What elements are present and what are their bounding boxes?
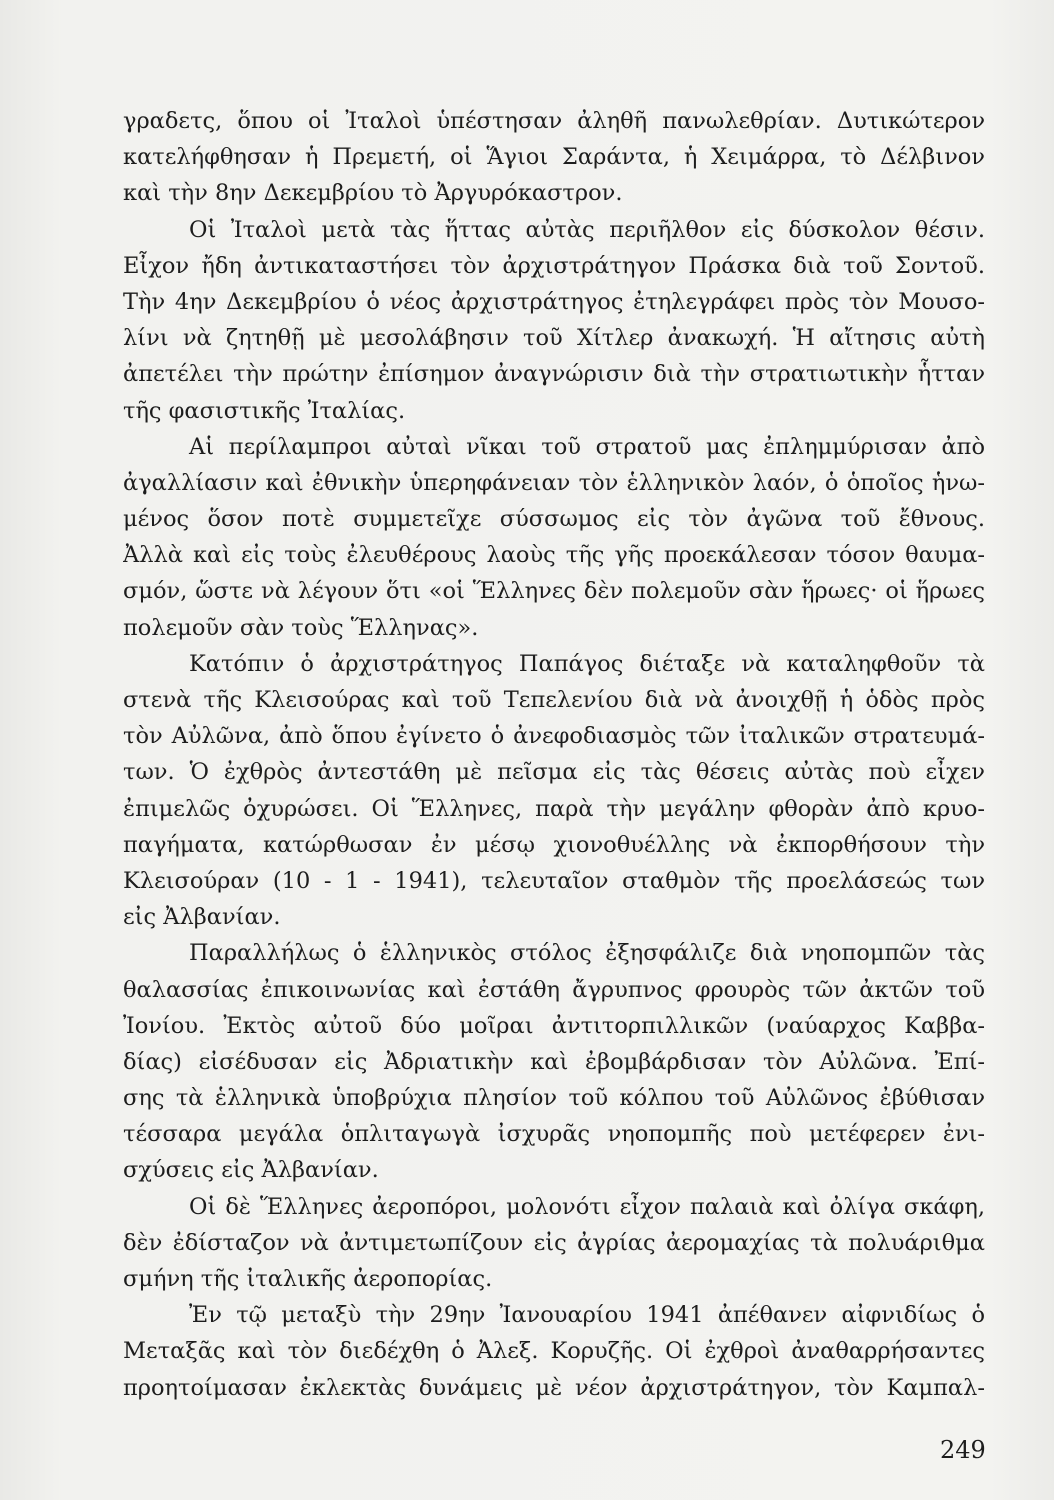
text-line: Μεταξᾶς καὶ τὸν διεδέχθη ὁ Ἀλεξ. Κορυζῆς. Οἱ ἐχθροὶ ἀναθαρρήσαντες [123,1338,985,1365]
text-line: θαλασσίας ἐπικοινωνίας καὶ ἐστάθη ἄγρυπνος φρουρὸς τῶν ἀκτῶν τοῦ [123,976,985,1003]
text-line: τὸν Αὐλῶνα, ἀπὸ ὅπου ἐγίνετο ὁ ἀνεφοδιασμὸς τῶν ἰταλικῶν στρατευμά- [123,723,985,750]
text-line: σμήνη τῆς ἰταλικῆς ἀεροπορίας. [123,1266,493,1292]
text-line: μένος ὅσον ποτὲ συμμετεῖχε σύσσωμος εἰς τὸν ἀγῶνα τοῦ ἔθνους. [123,506,985,533]
text-line: τῆς φασιστικῆς Ἰταλίας. [123,397,406,424]
text-line: στενὰ τῆς Κλεισούρας καὶ τοῦ Τεπελενίου διὰ νὰ ἀνοιχθῇ ἡ ὁδὸς πρὸς [123,687,985,713]
text-line: Ἀλλὰ καὶ εἰς τοὺς ἐλευθέρους λαοὺς τῆς γῆς προεκάλεσαν τόσον θαυμα- [123,542,985,569]
text-line: δὲν ἐδίσταζον νὰ ἀντιμετωπίζουν εἰς ἀγρίας ἀερομαχίας τὰ πολυάριθμα [123,1229,985,1256]
text-line: εἰς Ἀλβανίαν. [123,904,281,931]
text-line: Οἱ Ἰταλοὶ μετὰ τὰς ἥττας αὐτὰς περιῆλθον εἰς δύσκολον θέσιν. [189,216,985,243]
page-number: 249 [940,1436,986,1464]
text-line: σης τὰ ἑλληνικὰ ὑποβρύχια πλησίον τοῦ κόλπου τοῦ Αὐλῶνος ἐβύθισαν [123,1085,985,1112]
body-text [123,103,985,1406]
text-line: Τὴν 4ην Δεκεμβρίου ὁ νέος ἀρχιστράτηγος ἐτηλεγράφει πρὸς τὸν Μουσο- [123,288,985,315]
text-line: πολεμοῦν σὰν τοὺς Ἕλληνας». [123,614,479,641]
text-line: γραδετς, ὅπου οἱ Ἰταλοὶ ὑπέστησαν ἀληθῆ πανωλεθρίαν. Δυτικώτερον [123,108,985,134]
text-line: Κατόπιν ὁ ἀρχιστράτηγος Παπάγος διέταξε νὰ καταληφθοῦν τὰ [189,650,985,677]
text-line: σμόν, ὥστε νὰ λέγουν ὅτι «οἱ Ἕλληνες δὲν πολεμοῦν σὰν ἥρωες· οἱ ἥρωες [123,578,985,605]
text-line: ἀπετέλει τὴν πρώτην ἐπίσημον ἀναγνώρισιν διὰ τὴν στρατιωτικὴν ἧτταν [123,361,985,388]
text-line: Ἰονίου. Ἐκτὸς αὐτοῦ δύο μοῖραι ἀντιτορπιλλικῶν (ναύαρχος Καββα- [123,1012,985,1039]
text-line: προητοίμασαν ἐκλεκτὰς δυνάμεις μὲ νέον ἀρχιστράτηγον, τὸν Καμπαλ- [123,1374,985,1401]
text-line: ἐπιμελῶς ὀχυρώσει. Οἱ Ἕλληνες, παρὰ τὴν μεγάλην φθορὰν ἀπὸ κρυο- [123,795,985,822]
text-line: παγήματα, κατώρθωσαν ἐν μέσῳ χιονοθυέλλης νὰ ἐκπορθήσουν τὴν [123,831,985,858]
text-line: Οἱ δὲ Ἕλληνες ἀεροπόροι, μολονότι εἶχον παλαιὰ καὶ ὀλίγα σκάφη, [189,1193,985,1220]
text-line: Παραλλήλως ὁ ἑλληνικὸς στόλος ἐξησφάλιζε διὰ νηοπομπῶν τὰς [189,940,985,967]
text-line: Εἶχον ἤδη ἀντικαταστήσει τὸν ἀρχιστράτηγον Πράσκα διὰ τοῦ Σοντοῦ. [123,252,985,279]
text-line: Αἱ περίλαμπροι αὐταὶ νῖκαι τοῦ στρατοῦ μας ἐπλημμύρισαν ἀπὸ [189,433,985,460]
text-line: καὶ τὴν 8ην Δεκεμβρίου τὸ Ἀργυρόκαστρον. [123,180,623,207]
text-line: ἀγαλλίασιν καὶ ἐθνικὴν ὑπερηφάνειαν τὸν ἑλληνικὸν λαόν, ὁ ὁποῖος ἡνω- [123,469,985,496]
text-line: τέσσαρα μεγάλα ὁπλιταγωγὰ ἰσχυρᾶς νηοπομπῆς ποὺ μετέφερεν ἐνι- [123,1121,985,1148]
text-line: των. Ὁ ἐχθρὸς ἀντεστάθη μὲ πεῖσμα εἰς τὰς θέσεις αὐτὰς ποὺ εἶχεν [123,759,985,786]
text-line: σχύσεις εἰς Ἀλβανίαν. [123,1157,379,1184]
text-line: λίνι νὰ ζητηθῇ μὲ μεσολάβησιν τοῦ Χίτλερ ἀνακωχή. Ἡ αἴτησις αὐτὴ [123,325,985,352]
text-line: δίας) εἰσέδυσαν εἰς Ἀδριατικὴν καὶ ἐβομβάρδισαν τὸν Αὐλῶνα. Ἐπί- [123,1048,985,1075]
text-line: Κλεισούραν (10 - 1 - 1941), τελευταῖον σταθμὸν τῆς προελάσεώς των [123,867,985,894]
text-line: κατελήφθησαν ἡ Πρεμετή, οἱ Ἅγιοι Σαράντα, ἡ Χειμάρρα, τὸ Δέλβινον [123,144,985,171]
text-line: Ἐν τῷ μεταξὺ τὴν 29ην Ἰανουαρίου 1941 ἀπέθανεν αἰφνιδίως ὁ [189,1302,985,1329]
